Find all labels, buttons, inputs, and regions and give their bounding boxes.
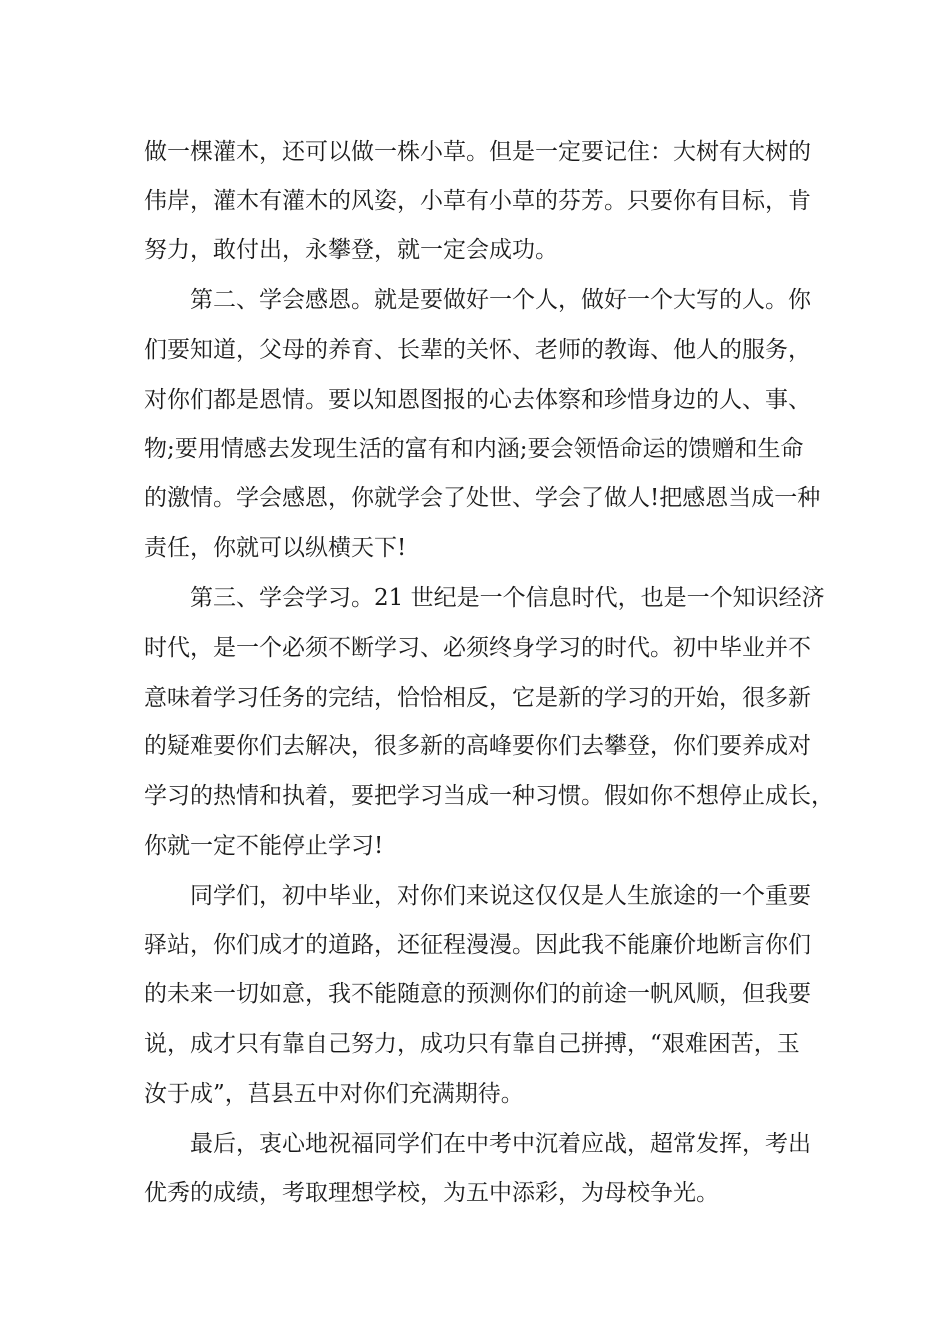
text-line: 说，成才只有靠自己努力，成功只有靠自己拼搏，“艰难困苦，玉 [144,1031,800,1057]
text-line: 第三、学会学习。21 世纪是一个信息时代，也是一个知识经济 [144,585,825,611]
text-line: 驿站，你们成才的道路，还征程漫漫。因此我不能廉价地断言你们 [144,932,811,958]
text-line: 汝于成”，莒县五中对你们充满期待。 [144,1081,524,1107]
text-line: 时代，是一个必须不断学习、必须终身学习的时代。初中毕业并不 [144,635,811,661]
text-line: 们要知道，父母的养育、长辈的关怀、老师的教诲、他人的服务， [144,337,811,363]
text-line: 你就一定不能停止学习! [144,833,384,859]
text-line: 优秀的成绩，考取理想学校，为五中添彩，为母校争光。 [144,1180,719,1206]
text-line: 做一棵灌木，还可以做一株小草。但是一定要记住：大树有大树的 [144,139,811,165]
text-line: 第二、学会感恩。就是要做好一个人，做好一个大写的人。你 [144,287,811,313]
text-line: 的未来一切如意，我不能随意的预测你们的前途一帆风顺，但我要 [144,981,811,1007]
text-line: 责任，你就可以纵横天下! [144,535,407,561]
text-line: 的疑难要你们去解决，很多新的高峰要你们去攀登，你们要养成对 [144,733,811,759]
text-line: 同学们，初中毕业，对你们来说这仅仅是人生旅途的一个重要 [144,883,811,909]
text-line: 努力，敢付出，永攀登，就一定会成功。 [144,237,558,263]
text-line: 对你们都是恩情。要以知恩图报的心去体察和珍惜身边的人、事、 [144,387,811,413]
text-line: 意味着学习任务的完结，恰恰相反，它是新的学习的开始，很多新 [144,685,811,711]
text-line: 伟岸，灌木有灌木的风姿，小草有小草的芬芳。只要你有目标，肯 [144,188,811,214]
text-line: 学习的热情和执着，要把学习当成一种习惯。假如你不想停止成长， [144,783,834,809]
text-line: 最后，衷心地祝福同学们在中考中沉着应战，超常发挥，考出 [144,1131,811,1157]
text-line: 物;要用情感去发现生活的富有和内涵;要会领悟命运的馈赠和生命 [144,436,804,462]
text-line: 的激情。学会感恩，你就学会了处世、学会了做人!把感恩当成一种 [144,485,821,511]
